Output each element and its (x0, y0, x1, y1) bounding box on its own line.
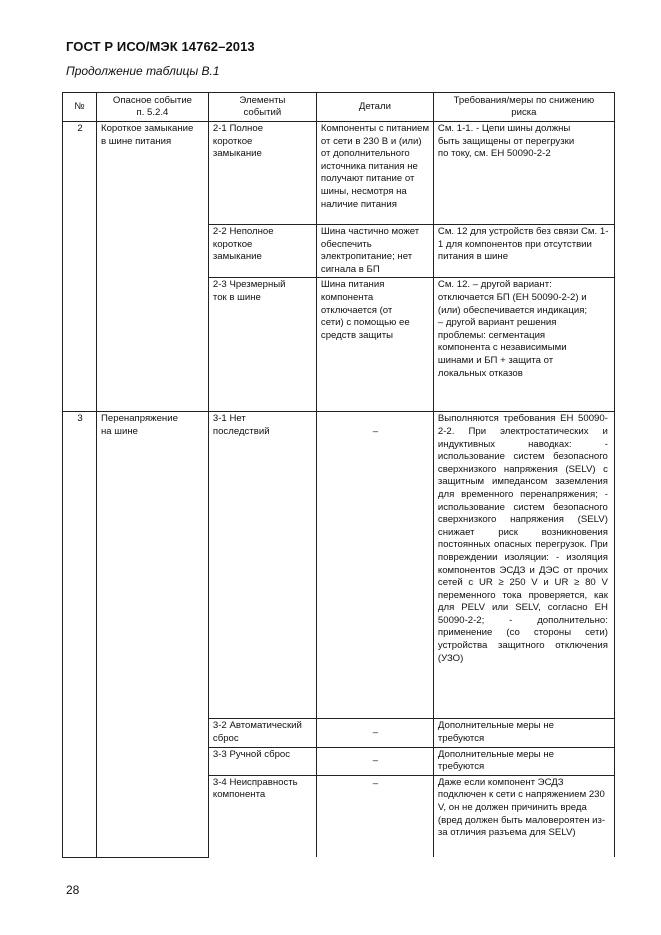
col-header-measures (433, 93, 614, 122)
hazard-cell: Перенапряжение на шине (97, 412, 209, 857)
col-header-details: Детали (316, 93, 433, 122)
col-header-elements-text: Элементы событий (239, 95, 286, 118)
details-cell: Шина частично может обеспечить электропитание; нет сигнала в БП (316, 225, 433, 278)
details-cell: Шина питания компонента отключается (от сети) с помощью ее средств защиты (316, 278, 433, 412)
hazard-cell: Короткое замыкание в шине питания (97, 122, 209, 412)
hazard-table (62, 92, 615, 858)
row-number: 2 (63, 122, 97, 412)
table-continuation-caption: Продолжение таблицы В.1 (66, 64, 220, 78)
measures-cell: Дополнительные меры не требуются (433, 747, 614, 775)
page-number: 28 (66, 883, 80, 897)
details-cell: – (316, 412, 433, 719)
details-cell: – (316, 747, 433, 775)
row-number: 3 (63, 412, 97, 857)
col-header-hazard (97, 93, 209, 122)
measures-cell: См. 1-1. - Цепи шины должны быть защищены от перегрузки по току, см. ЕН 50090-2-2 (433, 122, 614, 225)
col-header-hazard-text: Опасное событие п. 5.2.4 (112, 95, 193, 118)
element-cell: 2-2 Неполное короткое замыкание (208, 225, 316, 278)
measures-cell: Выполняются требования ЕН 50090-2-2. При электростатических и индуктивных наводках: - использование систем безопасного сверхнизкого напряжения (SELV) с защитным импедансом заземления для временного перенапряжения; - использование систем безопасного сверхнизкого напряжения (SELV) снижает риск возникновения постоянных опасных перегрузок. При повреждении изоляции: - изоляция компонентов ЭСДЗ и ДЭС от прочих сетей с UR ≥ 250 V и UR ≥ 80 V переменного тока проверяется, как для PELV или SELV, согласно ЕН 50090-2-2; - дополнительно: применение (со стороны сети) устройства защитного отключения (УЗО) (433, 412, 614, 719)
table-row (63, 122, 615, 225)
details-cell: Компоненты с питанием от сети в 230 В и (или) от дополнительного источника питания не получают питание от шины, несмотря на наличие питания (316, 122, 433, 225)
element-cell: 3-1 Нет последствий (208, 412, 316, 719)
measures-cell: Даже если компонент ЭСДЗ подключен к сети с напряжением 230 V, он не должен причинить вреда (вред должен быть маловероятен из-за отличия разъема для SELV) (433, 775, 614, 857)
element-cell: 3-4 Неисправность компонента (208, 775, 316, 857)
details-cell: – (316, 719, 433, 747)
element-cell: 3-3 Ручной сброс (208, 747, 316, 775)
element-cell: 3-2 Автоматический сброс (208, 719, 316, 747)
measures-cell: См. 12 для устройств без связи См. 1-1 для компонентов при отсутствии питания в шине (433, 225, 614, 278)
col-header-number: № (63, 93, 97, 122)
col-header-measures-text: Требования/меры по снижению риска (453, 95, 595, 118)
document-title: ГОСТ Р ИСО/МЭК 14762–2013 (66, 39, 255, 54)
measures-cell: См. 12. – другой вариант: отключается БП (ЕН 50090-2-2) и (или) обеспечивается индикация; – другой вариант решения проблемы: сегментация компонента с независимыми шинами и БП + защита от локальных отказов (433, 278, 614, 412)
element-cell: 2-3 Чрезмерный ток в шине (208, 278, 316, 412)
details-cell: – (316, 775, 433, 857)
table-row (63, 412, 615, 719)
element-cell: 2-1 Полное короткое замыкание (208, 122, 316, 225)
col-header-elements (208, 93, 316, 122)
measures-cell: Дополнительные меры не требуются (433, 719, 614, 747)
table-header-row (63, 93, 615, 122)
